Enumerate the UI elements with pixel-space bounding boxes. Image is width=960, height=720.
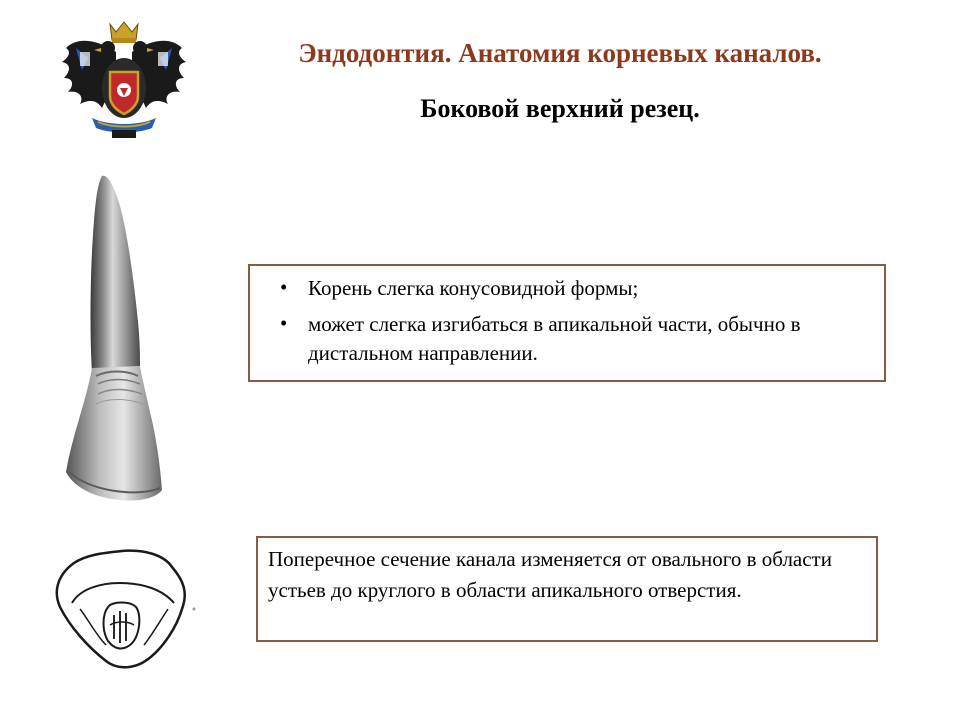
tooth-illustration	[56, 172, 168, 510]
bullet-icon: •	[280, 311, 288, 335]
bullet-icon: •	[280, 275, 288, 299]
feature-text: Корень слегка конусовидной формы;	[308, 276, 639, 300]
slide-subtitle: Боковой верхний резец.	[420, 94, 700, 123]
cross-section-note-text: Поперечное сечение канала изменяется от овального в области устьев до круглого в области апикального отверстия.	[268, 547, 832, 602]
feature-item	[280, 310, 884, 368]
root-features-list	[250, 266, 884, 368]
feature-item	[280, 274, 884, 303]
cross-section-note-box	[256, 536, 878, 642]
slide-title: Эндодонтия. Анатомия корневых каналов.	[298, 38, 822, 68]
root-features-box	[248, 264, 886, 382]
tooth-cross-section-illustration	[50, 545, 200, 670]
coat-of-arms-emblem	[58, 18, 190, 142]
feature-text: может слегка изгибаться в апикальной части, обычно в дистальном направлении.	[308, 312, 801, 365]
